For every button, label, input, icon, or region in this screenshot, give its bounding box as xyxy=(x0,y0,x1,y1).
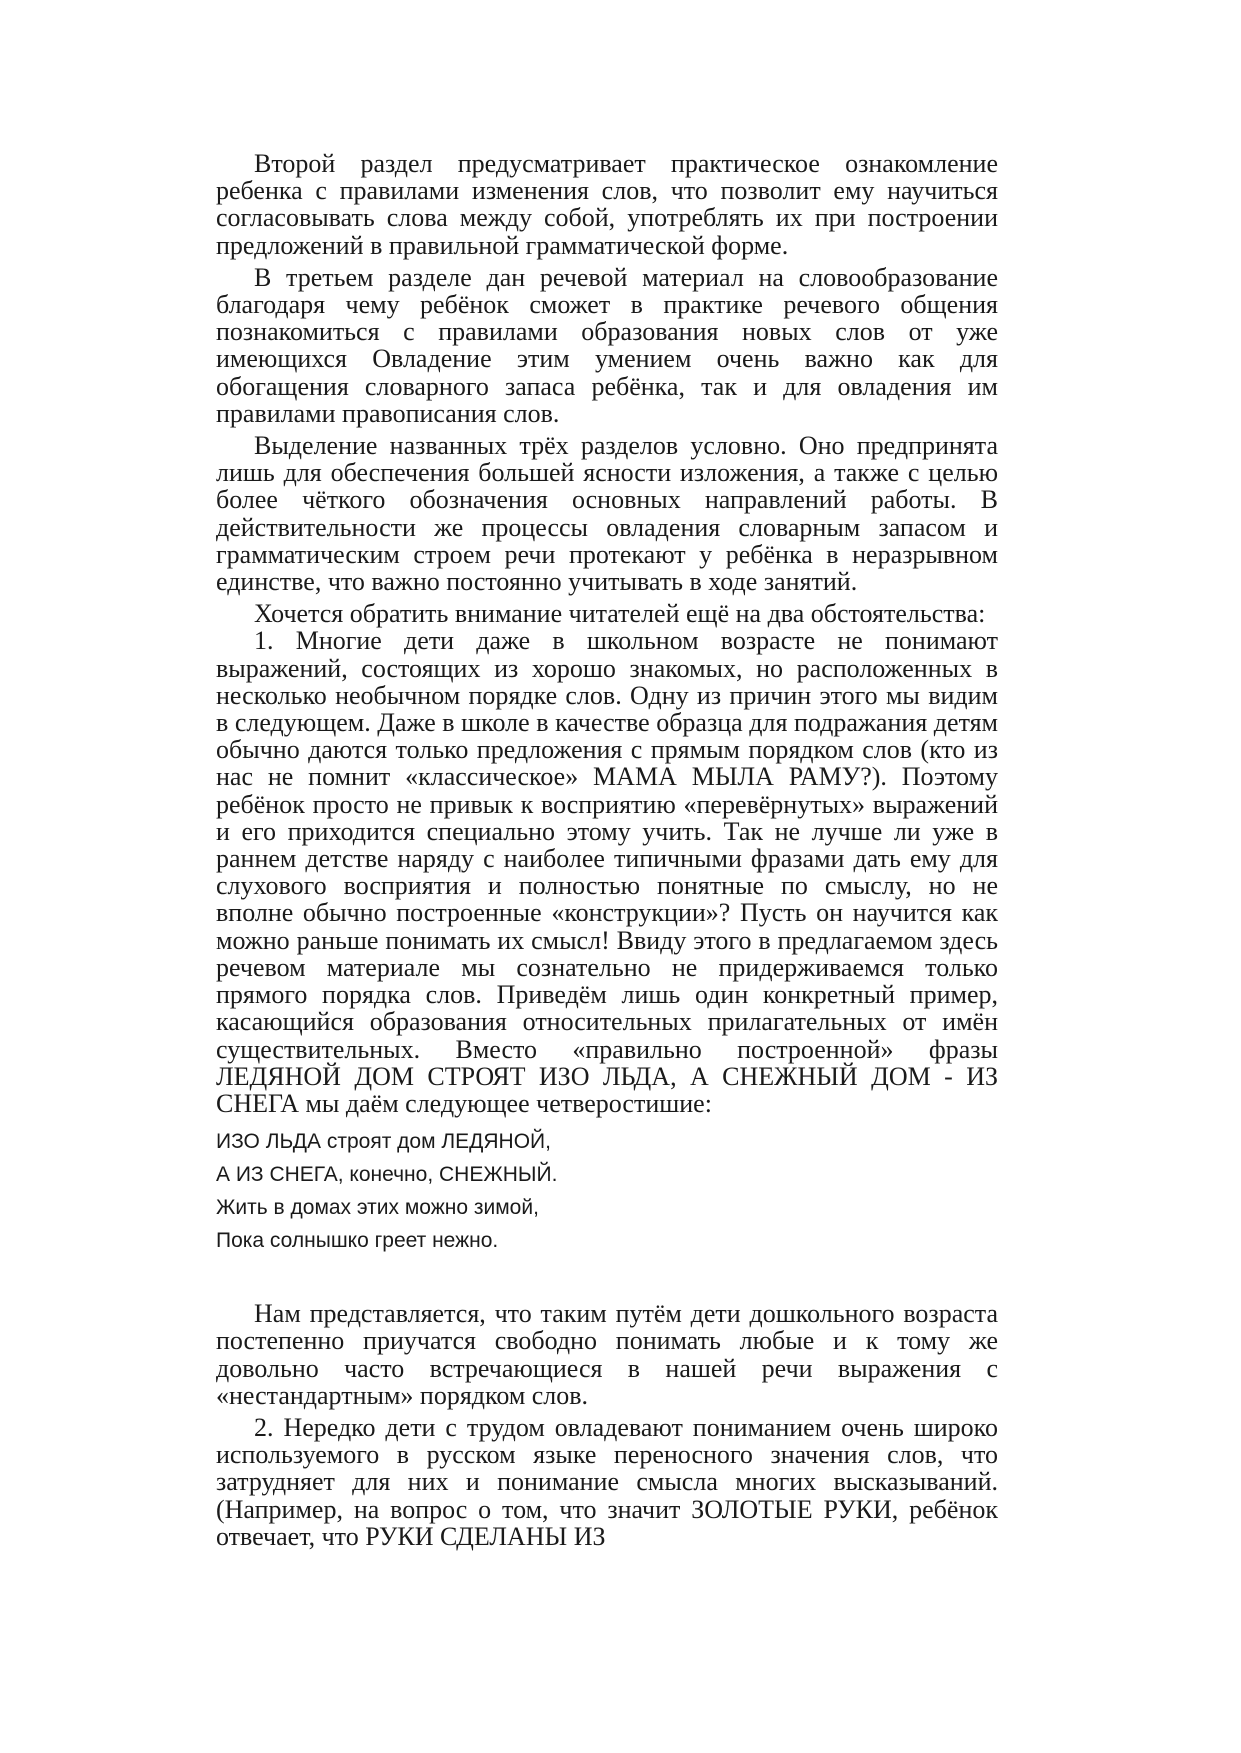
quatrain xyxy=(216,1125,998,1257)
paragraph-sections-conditional: Выделение названных трёх разделов условно. Оно предпринята лишь для обеспечения большей ясности изложения, а также с целью более чёткого обозначения основных направлений работы. В действительности же процессы овладения словарным запасом и грамматическим строем речи протекают у ребёнка в неразрывном единстве, что важно постоянно учитывать в ходе занятий. xyxy=(216,431,998,597)
paragraph-nonstandard-order: Нам представляется, что таким путём дети дошкольного возраста постепенно приучатся свободно понимать любые и к тому же довольно часто встречающиеся в нашей речи выражения с «нестандартным» порядком слов. xyxy=(216,1299,998,1410)
poem-line: А ИЗ СНЕГА, конечно, СНЕЖНЫЙ. xyxy=(216,1163,558,1187)
document-page xyxy=(216,150,998,1550)
poem-line: Жить в домах этих можно зимой, xyxy=(216,1196,539,1220)
paragraph-two-circumstances: Хочется обратить внимание читателей ещё на два обстоятельства: xyxy=(254,599,986,629)
poem-line: Пока солнышко греет нежно. xyxy=(216,1229,499,1253)
paragraph-second-section: Второй раздел предусматривает практическое ознакомление ребенка с правилами изменения слов, что позволит ему научиться согласовывать слова между собой, употреблять их при построении предложений в правильной грамматической форме. xyxy=(216,149,998,260)
paragraph-third-section: В третьем разделе дан речевой материал на словообразование благодаря чему ребёнок сможет в практике речевого общения познакомиться с правилами образования новых слов от уже имеющихся Овладение этим умением очень важно как для обогащения словарного запаса ребёнка, так и для овладения им правилами правописания слов. xyxy=(216,262,998,428)
paragraph-point-two: 2. Нередко дети с трудом овладевают пониманием очень широко используемого в русском языке переносного значения слов, что затрудняет для них и понимание смысла многих высказываний. (Например, на вопрос о том, что значит ЗОЛОТЫЕ РУКИ, ребёнок отвечает, что РУКИ СДЕЛАНЫ ИЗ xyxy=(216,1412,998,1551)
paragraph-point-one: 1. Многие дети даже в школьном возрасте не понимают выражений, состоящих из хорошо знакомых, но расположенных в несколько необычном порядке слов. Одну из причин этого мы видим в следующем. Даже в школе в качестве образца для подражания детям обычно даются только предложения с прямым порядком слов (кто из нас не помнит «классическое» МАМА МЫЛА РАМУ?). Поэтому ребёнок просто не привык к восприятию «перевёрнутых» выражений и его приходится специально этому учить. Так не лучше ли уже в раннем детстве наряду с наиболее типичными фразами дать ему для слухового восприятия и полностью понятные по смыслу, но не вполне обычно построенные «конструкции»? Пусть он научится как можно раньше понимать их смысл! Ввиду этого в предлагаемом здесь речевом материале мы сознательно не придерживаемся только прямого порядка слов. Приведём лишь один конкретный пример, касающийся образования относительных прилагательных от имён существительных. Вместо «правильно построенной» фразы ЛЕДЯНОЙ ДОМ СТРОЯТ ИЗО ЛЬДА, А СНЕЖНЫЙ ДОМ - ИЗ СНЕГА мы даём следующее четверостишие: xyxy=(216,626,998,1118)
poem-line: ИЗО ЛЬДА строят дом ЛЕДЯНОЙ, xyxy=(216,1130,551,1154)
